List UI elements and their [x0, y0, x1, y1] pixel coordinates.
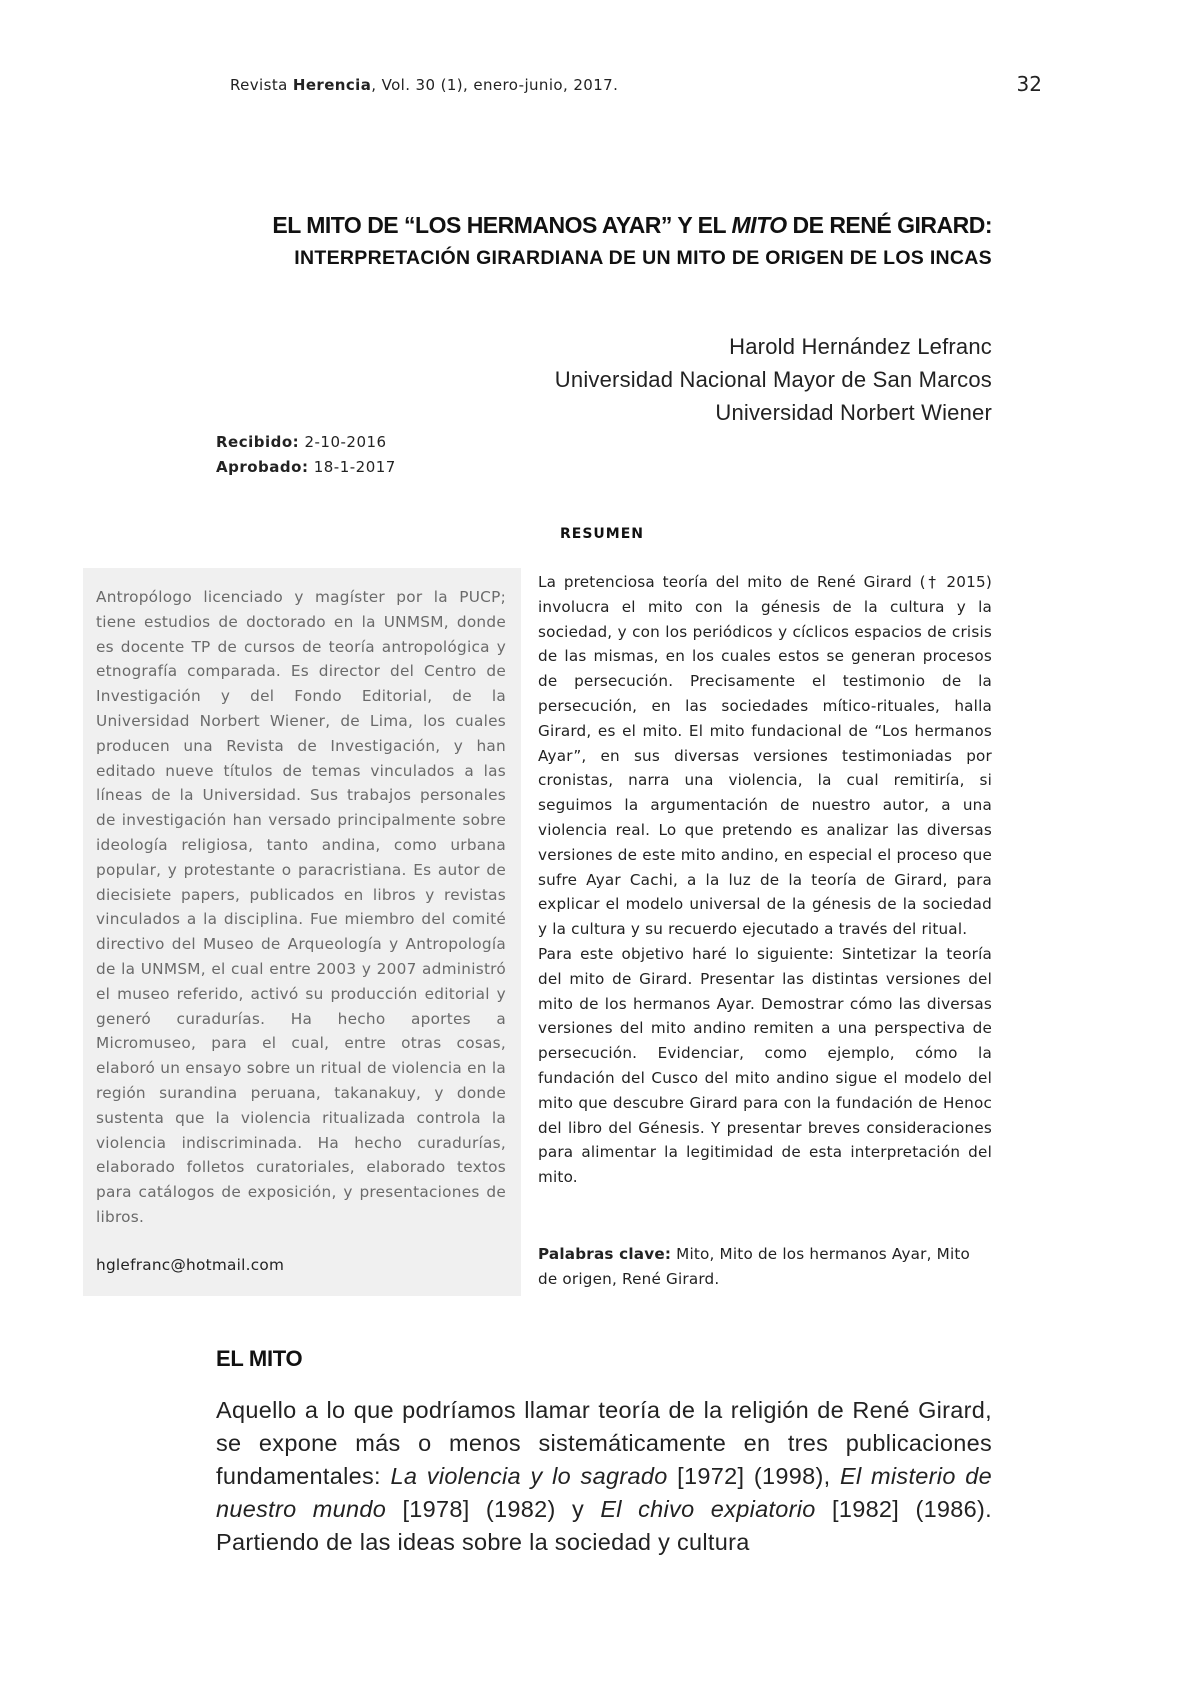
title-part-1: EL MITO DE “LOS HERMANOS AYAR” Y EL — [272, 212, 732, 238]
abstract-paragraph-1: La pretenciosa teoría del mito de René Girard († 2015) involucra el mito con la génesis de la cultura y la sociedad, y con los periódicos y cíclicos espacios de crisis de las mismas, en los cuales estos se generan procesos de persecución. Precisamente el testimonio de la persecución, en las sociedades mítico-rituales, halla Girard, es el mito. El mito fundacional de “Los hermanos Ayar”, en sus diversas versiones testimoniadas por cronistas, narra una violencia, la cual remitiría, si seguimos la argumentación de nuestro autor, a una violencia real. Lo que pretendo es analizar las diversas versiones de este mito andino, en especial el proceso que sufre Ayar Cachi, a la luz de la teoría de Girard, para explicar el modelo universal de la génesis de la sociedad y la cultura y su recuerdo ejecutado a través del ritual. — [538, 573, 992, 939]
author-bio: Antropólogo licenciado y magíster por la PUCP; tiene estudios de doctorado en la UNMSM, donde es docente TP de cursos de teoría antropológica y etnografía comparada. Es director del Centro de Investigación y del Fondo Editorial, de la Universidad Norbert Wiener, de Lima, los cuales producen una Revista de Investigación, y han editado nueve títulos de temas vinculados a las líneas de la Universidad. Sus trabajos personales de investigación han versado principalmente sobre ideología religiosa, tanto andina, como urbana popular, y protestante o paracristiana. Es autor de diecisiete papers, publicados en libros y revistas vinculados a la disciplina. Fue miembro del comité directivo del Museo de Arqueología y Antropología de la UNMSM, el cual entre 2003 y 2007 administró el museo referido, activó su producción editorial y generó curadurías. Ha hecho aportes a Micromuseo, para el cual, entre otras cosas, elaboró un ensayo sobre un ritual de violencia en la región surandina peruana, takanakuy, y donde sustenta que la violencia ritualizada controla la violencia indiscriminada. Ha hecho curadurías, elaborado folletos curatoriales, elaborado textos para catálogos de exposición, y presentaciones de libros. — [96, 588, 506, 1226]
body-text-2: [1972] (1998), — [667, 1463, 840, 1489]
article-title — [200, 212, 992, 270]
keywords-label: Palabras clave: — [538, 1245, 672, 1263]
title-part-2: DE RENÉ GIRARD: — [786, 212, 992, 238]
title-italic: MITO — [731, 212, 787, 238]
abstract-paragraph-2: Para este objetivo haré lo siguiente: Sintetizar la teoría del mito de Girard. Presentar las distintas versiones del mito de los hermanos Ayar. Demostrar cómo las diversas versiones del mito andino remiten a una perspectiva de persecución. Evidenciar, como ejemplo, cómo la fundación del Cusco del mito andino sigue el modelo del mito que descubre Girard para con la fundación de Henoc del libro del Génesis. Y presentar breves consideraciones para alimentar la legitimidad de esta interpretación del mito. — [538, 944, 992, 1187]
body-text-3: [1978] (1982) y — [386, 1496, 601, 1522]
page-number: 32 — [1016, 72, 1042, 96]
keywords — [538, 1242, 992, 1292]
book-title-3: El chivo expiatorio — [600, 1496, 816, 1522]
keywords-value: Mito, Mito de los hermanos Ayar, Mito de origen, René Girard. — [538, 1245, 971, 1288]
approved-label: Aprobado: — [216, 458, 309, 476]
title-line-2: INTERPRETACIÓN GIRARDIANA DE UN MITO DE ORIGEN DE LOS INCAS — [294, 247, 992, 269]
author-email[interactable]: hglefranc@hotmail.com — [96, 1256, 285, 1274]
abstract-heading: RESUMEN — [560, 526, 645, 542]
title-line-1 — [200, 212, 992, 239]
approved-date — [216, 455, 396, 480]
received-value: 2-10-2016 — [299, 433, 387, 451]
book-title-2: El misterio de nuestro mundo — [216, 1463, 992, 1522]
body-text-1: Aquello a lo que podríamos llamar teoría de la religión de René Girard, se expone más o menos sistemáticamente en tres publicaciones fundamentales: — [216, 1397, 992, 1489]
abstract — [538, 570, 992, 1190]
book-title-1: La violencia y lo sagrado — [390, 1463, 668, 1489]
body-paragraph — [216, 1394, 992, 1559]
author-affiliation-2: Universidad Norbert Wiener — [715, 400, 992, 425]
approved-value: 18-1-2017 — [308, 458, 396, 476]
received-label: Recibido: — [216, 433, 300, 451]
running-header — [230, 76, 618, 94]
author-block — [555, 330, 992, 429]
journal-prefix: Revista — [230, 76, 293, 94]
dates-block — [216, 430, 396, 480]
journal-issue: , Vol. 30 (1), enero-junio, 2017. — [371, 76, 619, 94]
author-affiliation-1: Universidad Nacional Mayor de San Marcos — [554, 367, 992, 392]
body-text-4: [1982] (1986). Partiendo de las ideas sobre la sociedad y cultura — [216, 1496, 992, 1555]
received-date — [216, 430, 396, 455]
journal-name: Herencia — [292, 76, 372, 94]
author-name: Harold Hernández Lefranc — [729, 334, 992, 359]
section-heading: EL MITO — [216, 1346, 303, 1371]
